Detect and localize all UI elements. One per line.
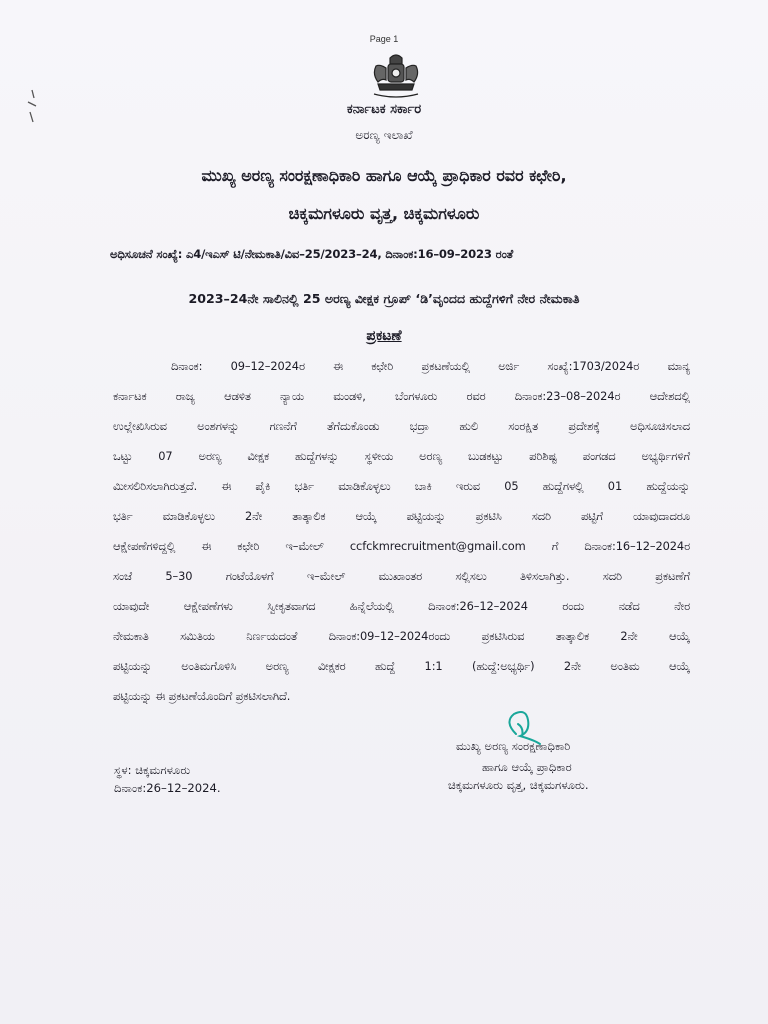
body-line: ಉಲ್ಲೇಖಿಸಿರುವ ಅಂಶಗಳನ್ನು ಗಣನೆಗೆ ತೆಗೆದುಕೊಂಡು ಭದ್ರಾ ಹುಲಿ ಸಂರಕ್ಷಿತ ಪ್ರದೇಶಕ್ಕೆ ಅಧಿಸೂಚಿಸಲಾದ	[113, 419, 690, 433]
karnataka-emblem-icon	[368, 52, 424, 100]
body-line: ಭರ್ತಿ ಮಾಡಿಕೊಳ್ಳಲು 2ನೇ ತಾತ್ಕಾಲಿಕ ಆಯ್ಕೆ ಪಟ್ಟಿಯನ್ನು ಪ್ರಕಟಿಸಿ ಸದರಿ ಪಟ್ಟಿಗೆ ಯಾವುದಾದರೂ	[113, 509, 690, 523]
office-title-line2: ಚಿಕ್ಕಮಗಳೂರು ವೃತ್ತ, ಚಿಕ್ಕಮಗಳೂರು	[288, 204, 480, 223]
signatory-title: ಮುಖ್ಯ ಅರಣ್ಯ ಸಂರಕ್ಷಣಾಧಿಕಾರಿ	[456, 739, 571, 753]
body-line-with-email: ಆಕ್ಷೇಪಣೆಗಳಿದ್ದಲ್ಲಿ ಈ ಕಛೇರಿ ಇ–ಮೇಲ್ ccfckmrecruitment@gmail.com ಗೆ ದಿನಾಂಕ:16–12–2024ರ	[113, 539, 690, 553]
place-label: ಸ್ಥಳ: ಚಿಕ್ಕಮಗಳೂರು	[114, 763, 191, 777]
body-line: ನೇಮಕಾತಿ ಸಮಿತಿಯ ನಿರ್ಣಯದಂತೆ ದಿನಾಂಕ:09–12–2024ರಂದು ಪ್ರಕಟಿಸಿರುವ ತಾತ್ಕಾಲಿಕ 2ನೇ ಆಯ್ಕೆ	[113, 629, 690, 643]
subject-line: 2023–24ನೇ ಸಾಲಿನಲ್ಲಿ 25 ಅರಣ್ಯ ವೀಕ್ಷಕ ಗ್ರೂಪ್ ‘ಡಿ’ವೃಂದದ ಹುದ್ದೆಗಳಿಗೆ ನೇರ ನೇಮಕಾತಿ	[188, 291, 580, 306]
signatory-circle: ಚಿಕ್ಕಮಗಳೂರು ವೃತ್ತ, ಚಿಕ್ಕಮಗಳೂರು.	[448, 778, 589, 792]
body-line: ದಿನಾಂಕ: 09–12–2024ರ ಈ ಕಛೇರಿ ಪ್ರಕಟಣೆಯಲ್ಲಿ ಅರ್ಜಿ ಸಂಖ್ಯೆ:1703/2024ರ ಮಾನ್ಯ	[171, 359, 690, 373]
government-name: ಕರ್ನಾಟಕ ಸರ್ಕಾರ	[346, 102, 422, 117]
date-label: ದಿನಾಂಕ:26–12–2024.	[114, 781, 221, 795]
notification-reference: ಅಧಿಸೂಚನೆ ಸಂಖ್ಯೆ: ಎ4/ಇಎಸ್ ಟಿ/ನೇಮಕಾತಿ/ವಿವ–25/2023–24, ದಿನಾಂಕ:16–09–2023 ರಂತೆ	[110, 247, 514, 261]
body-line: ಸಂಜೆ 5–30 ಗಂಟೆಯೊಳಗೆ ಇ–ಮೇಲ್ ಮುಖಾಂತರ ಸಲ್ಲಿಸಲು ತಿಳಿಸಲಾಗಿತ್ತು. ಸದರಿ ಪ್ರಕಟಣೆಗೆ	[113, 569, 690, 583]
body-line: ಒಟ್ಟು 07 ಅರಣ್ಯ ವೀಕ್ಷಕ ಹುದ್ದೆಗಳನ್ನು ಸ್ಥಳೀಯ ಅರಣ್ಯ ಬುಡಕಟ್ಟು ಪರಿಶಿಷ್ಟ ಪಂಗಡದ ಅಭ್ಯರ್ಥಿಗಳಿಗೆ	[113, 449, 690, 463]
body-line: ಯಾವುದೇ ಆಕ್ಷೇಪಣೆಗಳು ಸ್ವೀಕೃತವಾಗದ ಹಿನ್ನೆಲೆಯಲ್ಲಿ ದಿನಾಂಕ:26–12–2024 ರಂದು ನಡೆದ ನೇರ	[113, 599, 690, 613]
body-line: ಪಟ್ಟಿಯನ್ನು ಈ ಪ್ರಕಟಣೆಯೊಂದಿಗೆ ಪ್ರಕಟಿಸಲಾಗಿದೆ.	[113, 689, 291, 703]
body-line: ಮೀಸಲಿರಿಸಲಾಗಿರುತ್ತದೆ. ಈ ಪೈಕಿ ಭರ್ತಿ ಮಾಡಿಕೊಳ್ಳಲು ಬಾಕಿ ಇರುವ 05 ಹುದ್ದೆಗಳಲ್ಲಿ 01 ಹುದ್ದೆಯನ್ನು	[113, 479, 690, 493]
signatory-authority: ಹಾಗೂ ಆಯ್ಕೆ ಪ್ರಾಧಿಕಾರ	[482, 760, 572, 774]
announcement-heading-text: ಪ್ರಕಟಣೆ	[366, 328, 402, 344]
body-line: ಪಟ್ಟಿಯನ್ನು ಅಂತಿಮಗೊಳಿಸಿ ಅರಣ್ಯ ವೀಕ್ಷಕರ ಹುದ್ದೆ 1:1 (ಹುದ್ದೆ:ಅಭ್ಯರ್ಥಿ) 2ನೇ ಅಂತಿಮ ಆಯ್ಕೆ	[113, 659, 690, 673]
department-name: ಅರಣ್ಯ ಇಲಾಖೆ	[355, 128, 413, 142]
page-number: Page 1	[369, 34, 399, 44]
announcement-heading	[0, 328, 768, 344]
office-title-line1: ಮುಖ್ಯ ಅರಣ್ಯ ಸಂರಕ್ಷಣಾಧಿಕಾರಿ ಹಾಗೂ ಆಯ್ಕೆ ಪ್ರಾಧಿಕಾರ ರವರ ಕಛೇರಿ,	[201, 166, 567, 185]
body-line: ಕರ್ನಾಟಕ ರಾಜ್ಯ ಆಡಳಿತ ನ್ಯಾಯ ಮಂಡಳಿ, ಬೆಂಗಳೂರು ರವರ ದಿನಾಂಕ:23–08–2024ರ ಆದೇಶದಲ್ಲಿ	[113, 389, 690, 403]
